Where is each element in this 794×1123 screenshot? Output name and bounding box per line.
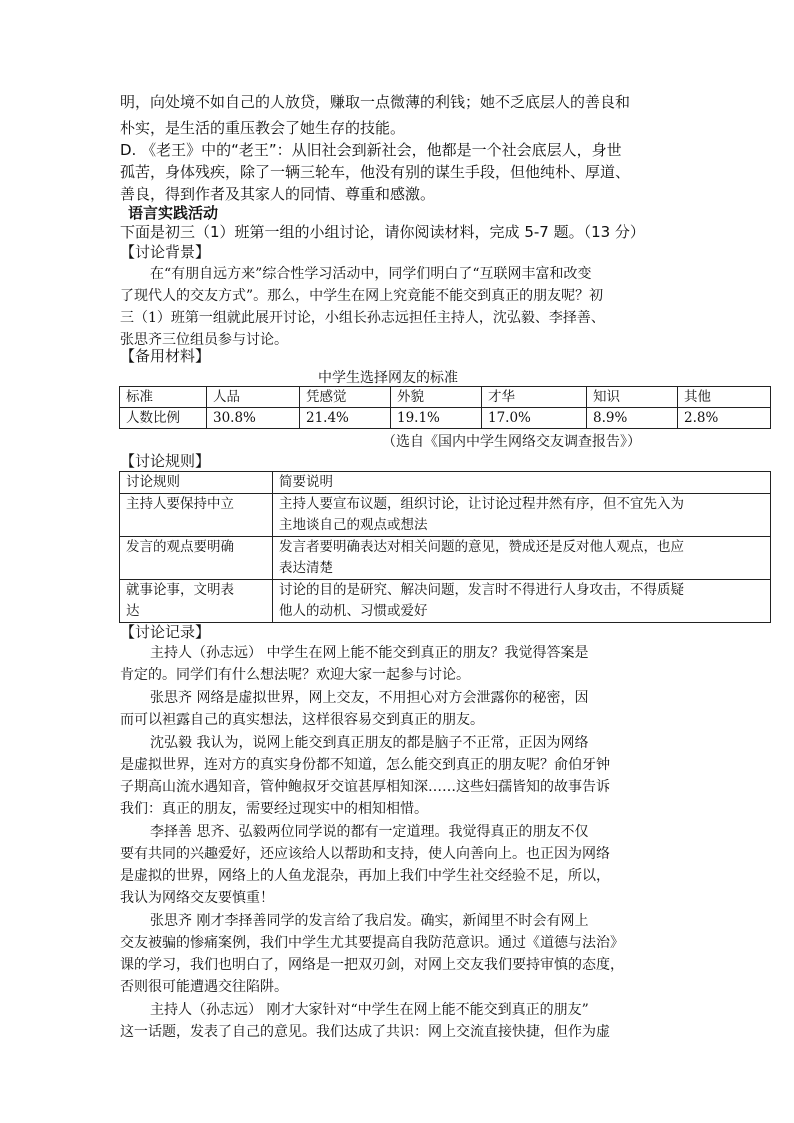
task-instruction: 下面是初三（1）班第一组的小组讨论，请你阅读材料，完成 5-7 题。（13 分） — [120, 223, 645, 241]
table-header-cell: 才华 — [482, 387, 587, 408]
rule-name-cont: 达 — [126, 603, 140, 619]
table-row — [120, 537, 771, 580]
materials-table-title: 中学生选择网友的标准 — [318, 370, 458, 386]
table-cell: 8.9% — [587, 408, 678, 429]
record-line: 主持人（孙志远） 中学生在网上能不能交到真正的朋友？我觉得答案是 — [150, 645, 589, 661]
rules-header-cell: 简要说明 — [273, 472, 771, 494]
record-line: 是虚拟的世界，网络上的人鱼龙混杂，再加上我们中学生社交经验不足，所以， — [120, 868, 610, 884]
table-cell: 19.1% — [391, 408, 482, 429]
record-line: 子期高山流水遇知音，管仲鲍叔牙交谊甚厚相知深……这些妇孺皆知的故事告诉 — [120, 779, 610, 795]
background-line-2: 了现代人的交友方式”。那么，中学生在网上究竟能不能交到真正的朋友呢？初 — [120, 288, 604, 304]
rules-table — [119, 471, 771, 623]
background-line-1: 在“有朋自远方来”综合性学习活动中，同学们明白了“互联网丰富和改变 — [150, 266, 592, 282]
rule-desc-line: 主持人要宣布议题，组织讨论，让讨论过程井然有序，但不宜先入为 — [279, 496, 684, 512]
record-line: 我们：真正的朋友，需要经过现实中的相知相惜。 — [120, 801, 428, 817]
record-line: 交友被骗的惨痛案例，我们中学生尤其要提高自我防范意识。通过《道德与法治》 — [120, 935, 624, 951]
rule-name: 主持人要保持中立 — [126, 496, 234, 512]
table-header-cell: 其他 — [678, 387, 771, 408]
background-heading: 【讨论背景】 — [120, 243, 211, 261]
rules-header-cell: 讨论规则 — [120, 472, 273, 494]
table-header-cell: 人品 — [207, 387, 300, 408]
record-heading: 【讨论记录】 — [120, 623, 211, 641]
record-line: 否则很可能遭遇交往陷阱。 — [120, 979, 288, 995]
table-row — [120, 472, 771, 494]
intro-line-3: D. 《老王》中的“老王”：从旧社会到新社会，他都是一个社会底层人，身世 — [120, 141, 622, 159]
rule-desc-line: 讨论的目的是研究、解决问题，发言时不得进行人身攻击，不得质疑 — [279, 582, 684, 598]
record-line: 我认为网络交友要慎重！ — [120, 890, 274, 906]
record-line: 而可以袒露自己的真实想法，这样很容易交到真正的朋友。 — [120, 712, 484, 728]
intro-line-1: 明，向处境不如自己的人放贷，赚取一点微薄的利钱；她不乏底层人的善良和 — [120, 93, 631, 111]
background-line-3: 三（1）班第一组就此展开讨论，小组长孙志远担任主持人，沈弘毅、李择善、 — [120, 310, 605, 326]
record-line: 肯定的。同学们有什么想法呢？欢迎大家一起参与讨论。 — [120, 667, 470, 683]
record-line: 课的学习，我们也明白了，网络是一把双刃剑，对网上交友我们要持审慎的态度， — [120, 957, 624, 973]
section-title: 语言实践活动 — [128, 204, 219, 222]
record-line: 这一话题，发表了自己的意见。我们达成了共识：网上交流直接快捷，但作为虚 — [120, 1024, 610, 1040]
record-line: 主持人（孙志远） 刚才大家针对“中学生在网上能不能交到真正的朋友” — [150, 1002, 589, 1018]
materials-table — [119, 386, 771, 429]
rule-name-cell — [120, 580, 273, 623]
table-header-cell: 凭感觉 — [300, 387, 391, 408]
record-line: 张思齐 刚才李择善同学的发言给了我启发。确实，新闻里不时会有网上 — [150, 913, 589, 929]
intro-line-4: 孤苦，身体残疾，除了一辆三轮车，他没有别的谋生手段，但他纯朴、厚道、 — [120, 163, 631, 181]
rule-desc-line: 表达清楚 — [279, 560, 333, 576]
rule-name-cell — [120, 494, 273, 537]
rule-desc-cell — [273, 494, 771, 537]
table-header-cell: 标准 — [120, 387, 207, 408]
intro-line-5: 善良，得到作者及其家人的同情、尊重和感激。 — [120, 185, 436, 203]
record-line: 沈弘毅 我认为，说网上能交到真正朋友的都是脑子不正常，正因为网络 — [150, 735, 589, 751]
rule-name: 就事论事，文明表 — [126, 582, 234, 598]
table-cell: 17.0% — [482, 408, 587, 429]
table-header-cell: 外貌 — [391, 387, 482, 408]
rule-desc-cell — [273, 580, 771, 623]
table-row — [120, 387, 771, 408]
rule-desc-line: 主地谈自己的观点或想法 — [279, 517, 428, 533]
rule-name: 发言的观点要明确 — [126, 539, 234, 555]
table-header-cell: 知识 — [587, 387, 678, 408]
record-line: 是虚拟世界，连对方的真实身份都不知道，怎么能交到真正的朋友呢？俞伯牙钟 — [120, 757, 610, 773]
table-cell: 2.8% — [678, 408, 771, 429]
intro-line-2: 朴实，是生活的重压教会了她生存的技能。 — [120, 119, 406, 137]
rule-desc-line: 发言者要明确表达对相关问题的意见，赞成还是反对他人观点，也应 — [279, 539, 684, 555]
table-row-label: 人数比例 — [120, 408, 207, 429]
record-line: 要有共同的兴趣爱好，还应该给人以帮助和支持，使人向善向上。也正因为网络 — [120, 846, 610, 862]
table-row — [120, 408, 771, 429]
materials-source: （选自《国内中学生网络交友调查报告》） — [382, 434, 641, 450]
table-row — [120, 580, 771, 623]
record-line: 张思齐 网络是虚拟世界，网上交友，不用担心对方会泄露你的秘密，因 — [150, 690, 589, 706]
background-line-4: 张思齐三位组员参与讨论。 — [120, 332, 288, 348]
table-row — [120, 494, 771, 537]
record-line: 李择善 思齐、弘毅两位同学说的都有一定道理。我觉得真正的朋友不仅 — [150, 824, 589, 840]
rules-heading: 【讨论规则】 — [120, 452, 211, 470]
rule-desc-cell — [273, 537, 771, 580]
materials-heading: 【备用材料】 — [120, 347, 211, 365]
rule-desc-line: 他人的动机、习惯或爱好 — [279, 603, 428, 619]
rule-name-cell — [120, 537, 273, 580]
table-cell: 21.4% — [300, 408, 391, 429]
table-cell: 30.8% — [207, 408, 300, 429]
